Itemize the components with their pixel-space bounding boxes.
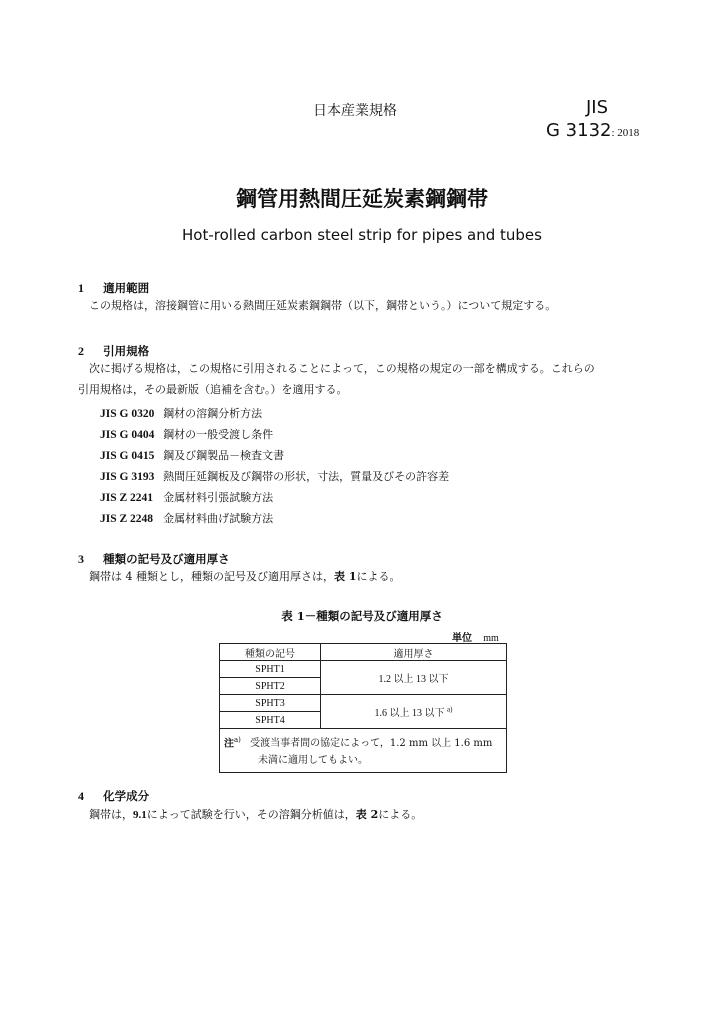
reference-item bbox=[100, 507, 273, 526]
section-number: 1 bbox=[78, 281, 84, 295]
standard-name: 日本産業規格 bbox=[313, 103, 397, 119]
unit-value: mm bbox=[483, 633, 499, 644]
text-run: による。 bbox=[378, 808, 423, 821]
reference-code: JIS G 0415 bbox=[100, 450, 155, 462]
reference-title: 鋼材の溶鋼分析方法 bbox=[163, 407, 263, 420]
note-line: 受渡当事者間の協定によって，1.2 mm 以上 1.6 mm bbox=[250, 738, 493, 750]
section-number: 3 bbox=[78, 552, 84, 566]
jis-number: G 3132 bbox=[546, 120, 612, 141]
jis-number-line bbox=[546, 120, 639, 141]
reference-code: JIS Z 2248 bbox=[100, 513, 154, 525]
column-header: 種類の記号 bbox=[220, 644, 321, 661]
text-run: による。 bbox=[356, 570, 401, 583]
section-2-heading bbox=[78, 340, 149, 359]
note-line: 未満に適用してもよい。 bbox=[258, 755, 368, 767]
reference-title: 鋼材の一般受渡し条件 bbox=[163, 428, 274, 441]
section-1-text: この規格は，溶接鋼管に用いる熱間圧延炭素鋼鋼帯（以下，鋼帯という。）について規定する。 bbox=[89, 299, 557, 312]
reference-title: 熱間圧延鋼板及び鋼帯の形状，寸法，質量及びその許容差 bbox=[163, 470, 450, 483]
reference-title: 金属材料曲げ試験方法 bbox=[163, 512, 274, 525]
section-title: 化学成分 bbox=[103, 789, 150, 803]
table-header-row bbox=[220, 644, 507, 661]
section-1-heading bbox=[78, 277, 149, 296]
symbol-cell: SPHT2 bbox=[220, 678, 321, 695]
title-english: Hot-rolled carbon steel strip for pipes and tubes bbox=[182, 226, 542, 244]
unit-label bbox=[452, 629, 499, 644]
reference-code: JIS G 0404 bbox=[100, 429, 155, 441]
reference-code: JIS Z 2241 bbox=[100, 492, 154, 504]
reference-item bbox=[100, 423, 273, 442]
unit-caption: 単位 bbox=[452, 633, 472, 644]
thickness-value: 1.6 以上 13 以下 bbox=[374, 708, 445, 719]
thickness-cell: 1.2 以上 13 以下 bbox=[321, 661, 507, 695]
reference-item bbox=[100, 444, 284, 463]
section-4-text bbox=[89, 806, 422, 822]
reference-title: 金属材料引張試験方法 bbox=[163, 491, 274, 504]
reference-title: 鋼及び鋼製品－検査文書 bbox=[163, 449, 285, 462]
symbol-cell: SPHT4 bbox=[220, 712, 321, 729]
table-note bbox=[220, 729, 507, 773]
reference-item bbox=[100, 402, 262, 421]
reference-item bbox=[100, 465, 449, 484]
clause-reference: 9.1 bbox=[133, 809, 147, 821]
section-number: 2 bbox=[78, 344, 84, 358]
table-reference: 表 1 bbox=[334, 570, 357, 583]
year-suffix: : 2018 bbox=[611, 127, 640, 139]
section-3-text bbox=[89, 568, 400, 584]
table-row bbox=[220, 661, 507, 678]
symbol-cell: SPHT1 bbox=[220, 661, 321, 678]
footnote-mark: a) bbox=[234, 736, 241, 744]
jis-label: JIS bbox=[586, 97, 609, 118]
section-4-heading bbox=[78, 785, 149, 804]
thickness-cell bbox=[321, 695, 507, 729]
table-reference: 表 2 bbox=[355, 808, 379, 821]
reference-item bbox=[100, 486, 273, 505]
footnote-mark: a) bbox=[447, 705, 453, 714]
section-2-text-line2: 引用規格は，その最新版（追補を含む。）を適用する。 bbox=[78, 383, 348, 396]
reference-code: JIS G 3193 bbox=[100, 471, 155, 483]
table-note-row bbox=[220, 729, 507, 773]
symbol-cell: SPHT3 bbox=[220, 695, 321, 712]
section-title: 適用範囲 bbox=[103, 281, 150, 295]
section-3-heading bbox=[78, 548, 230, 567]
reference-code: JIS G 0320 bbox=[100, 408, 155, 420]
text-run: によって試験を行い，その溶鋼分析値は， bbox=[146, 808, 356, 821]
section-title: 引用規格 bbox=[103, 344, 150, 358]
section-title: 種類の記号及び適用厚さ bbox=[103, 552, 230, 566]
column-header: 適用厚さ bbox=[321, 644, 507, 661]
kinds-table bbox=[219, 643, 507, 773]
section-2-text-line1: 次に掲げる規格は，この規格に引用されることによって，この規格の規定の一部を構成する。これらの bbox=[89, 362, 595, 375]
title-japanese: 鋼管用熱間圧延炭素鋼鋼帯 bbox=[236, 186, 488, 211]
text-run: 鋼帯は 4 種類とし，種類の記号及び適用厚さは， bbox=[89, 570, 334, 583]
section-number: 4 bbox=[78, 789, 84, 803]
note-label: 注 bbox=[224, 738, 234, 750]
table-row bbox=[220, 695, 507, 712]
text-run: 鋼帯は， bbox=[89, 808, 133, 821]
table-caption: 表 1－種類の記号及び適用厚さ bbox=[281, 609, 443, 623]
